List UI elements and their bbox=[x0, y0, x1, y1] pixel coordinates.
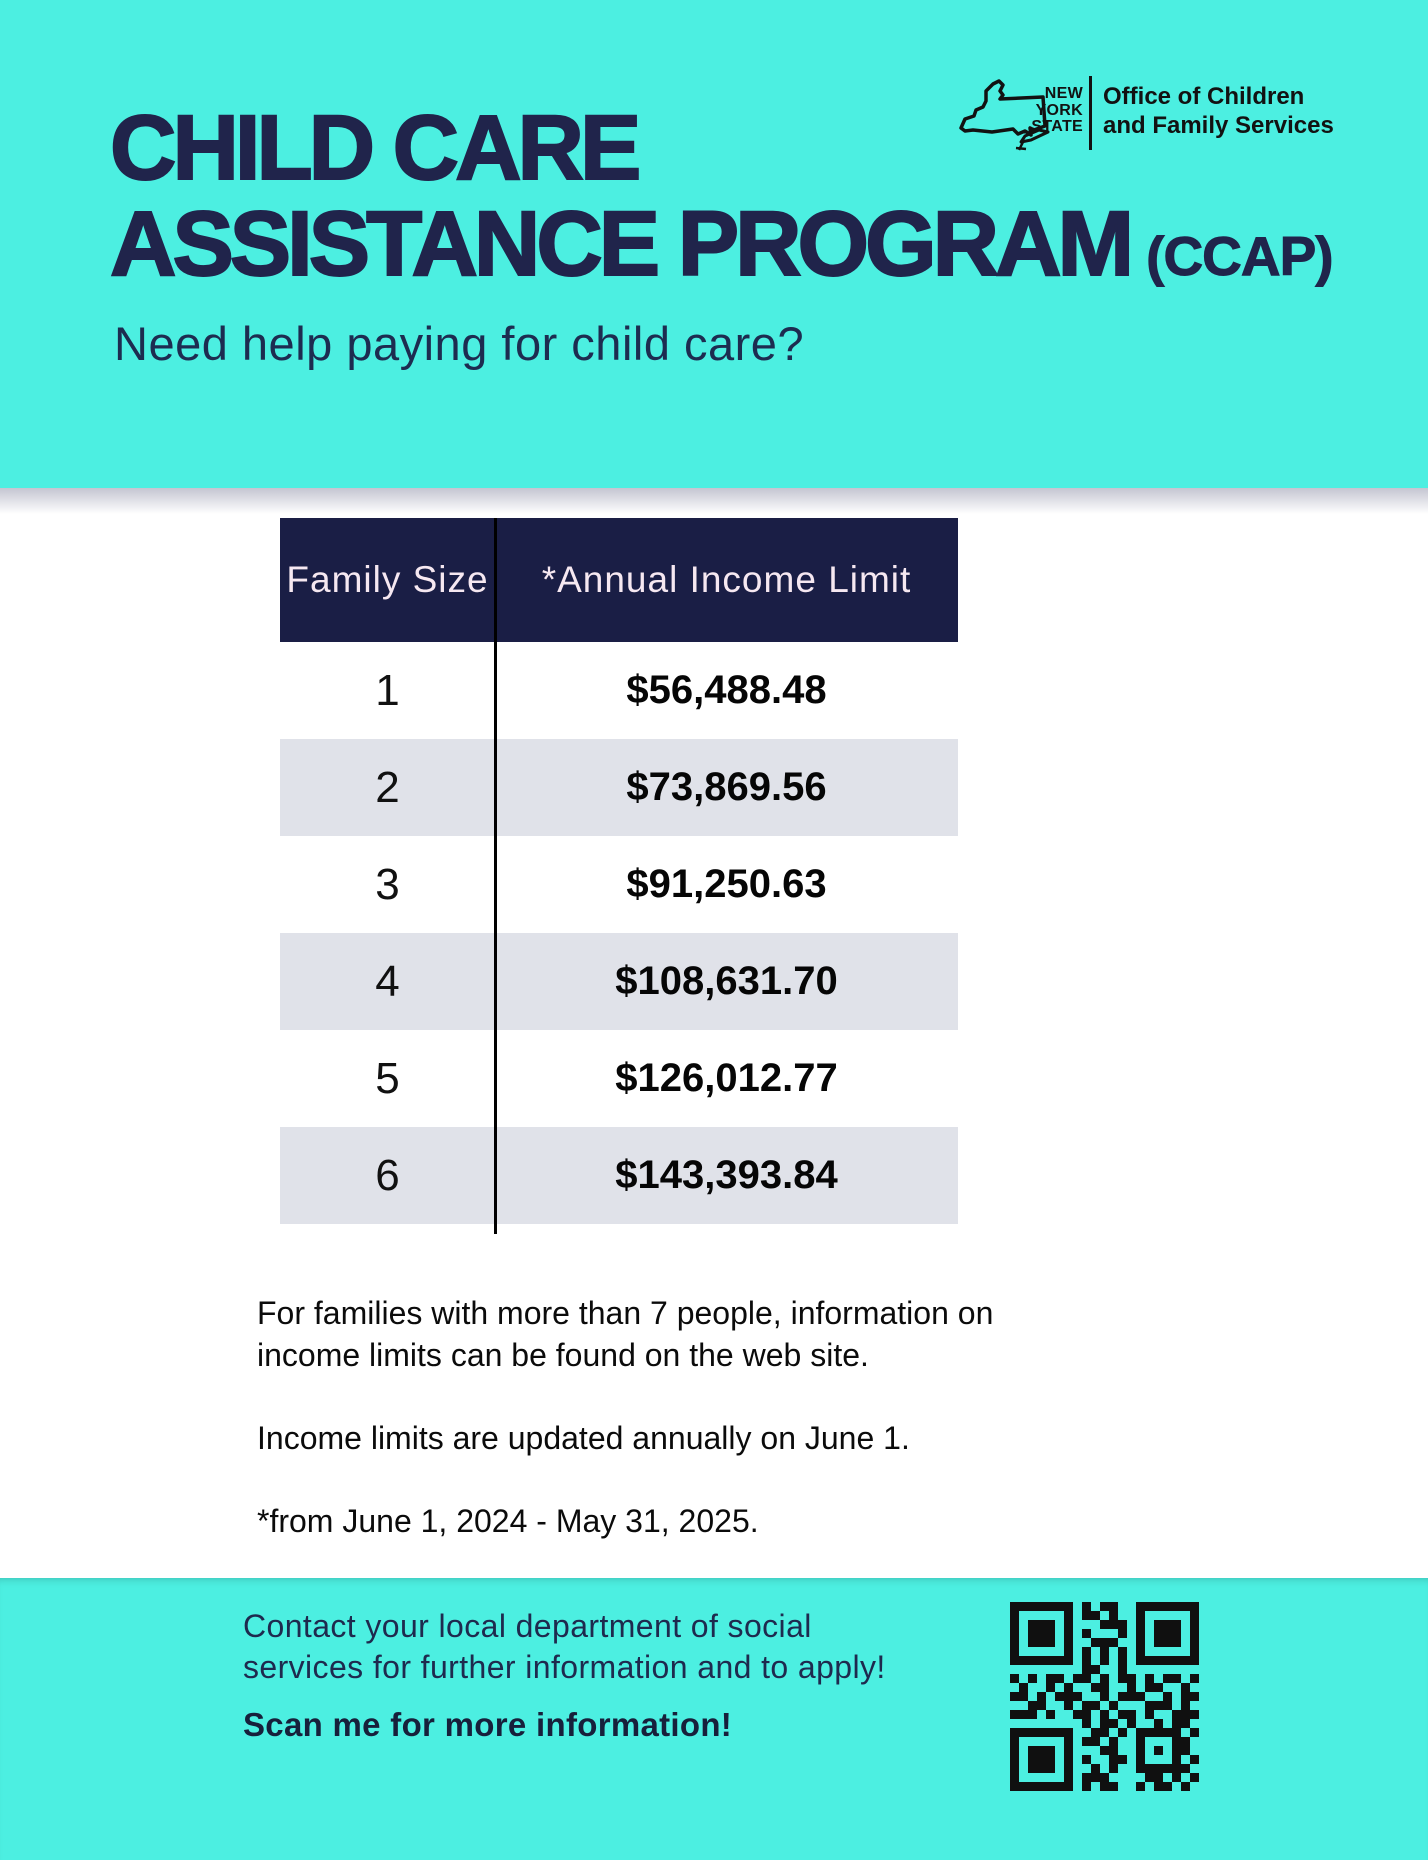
contact-text-line2: services for further information and to apply! bbox=[243, 1649, 886, 1685]
header-shadow bbox=[0, 488, 1428, 514]
table-row bbox=[280, 739, 958, 836]
income-limit-cell: $126,012.77 bbox=[615, 1056, 838, 1100]
page-title-line2-text: ASSISTANCE PROGRAM bbox=[110, 193, 1131, 295]
nys-wordmark bbox=[1025, 86, 1083, 136]
logo-divider bbox=[1089, 76, 1092, 150]
nys-ocfs-logo bbox=[955, 70, 1385, 175]
page-subtitle: Need help paying for child care? bbox=[114, 317, 805, 370]
family-size-cell: 1 bbox=[375, 665, 400, 715]
table-row bbox=[280, 1030, 958, 1127]
income-limit-cell: $73,869.56 bbox=[626, 765, 827, 809]
contact-text bbox=[243, 1606, 886, 1688]
column-header-family-size: Family Size bbox=[286, 559, 489, 600]
income-limit-cell: $91,250.63 bbox=[626, 862, 827, 906]
ocfs-line-1: Office of Children bbox=[1103, 83, 1305, 110]
income-limit-cell: $56,488.48 bbox=[626, 668, 827, 712]
table-row bbox=[280, 836, 958, 933]
family-size-cell: 4 bbox=[375, 956, 400, 1006]
ocfs-wordmark bbox=[1103, 82, 1334, 140]
table-row bbox=[280, 933, 958, 1030]
nys-word-state: STATE bbox=[1031, 118, 1083, 135]
family-size-cell: 2 bbox=[375, 762, 400, 812]
table-column-divider bbox=[494, 518, 497, 1234]
family-size-cell: 6 bbox=[375, 1150, 400, 1200]
table-body bbox=[280, 642, 958, 1224]
table-header-row bbox=[280, 518, 958, 642]
family-size-cell: 5 bbox=[375, 1053, 400, 1103]
table-row bbox=[280, 1127, 958, 1224]
page-title-line2 bbox=[110, 193, 1333, 304]
nys-word-new: NEW bbox=[1044, 85, 1083, 102]
income-limit-cell: $143,393.84 bbox=[615, 1153, 838, 1197]
note-more-than-7-line1: For families with more than 7 people, information on bbox=[257, 1295, 994, 1331]
qr-code bbox=[1010, 1602, 1199, 1791]
column-header-income-limit: *Annual Income Limit bbox=[541, 559, 912, 600]
family-size-cell: 3 bbox=[375, 859, 400, 909]
contact-text-line1: Contact your local department of social bbox=[243, 1608, 812, 1644]
page-title-suffix: (CCAP) bbox=[1146, 225, 1333, 287]
nys-word-york: YORK bbox=[1035, 101, 1083, 119]
note-more-than-7 bbox=[257, 1292, 993, 1376]
income-limit-table bbox=[280, 518, 958, 1224]
scan-me-label: Scan me for more information! bbox=[243, 1706, 733, 1743]
ocfs-line-2: and Family Services bbox=[1103, 112, 1334, 139]
page-title-line1: CHILD CARE bbox=[110, 97, 638, 199]
table-row bbox=[280, 642, 958, 739]
note-updated-annually: Income limits are updated annually on June 1. bbox=[257, 1420, 910, 1456]
note-date-range: *from June 1, 2024 - May 31, 2025. bbox=[257, 1503, 759, 1539]
income-limit-cell: $108,631.70 bbox=[615, 959, 838, 1003]
note-more-than-7-line2: income limits can be found on the web site. bbox=[257, 1337, 869, 1373]
